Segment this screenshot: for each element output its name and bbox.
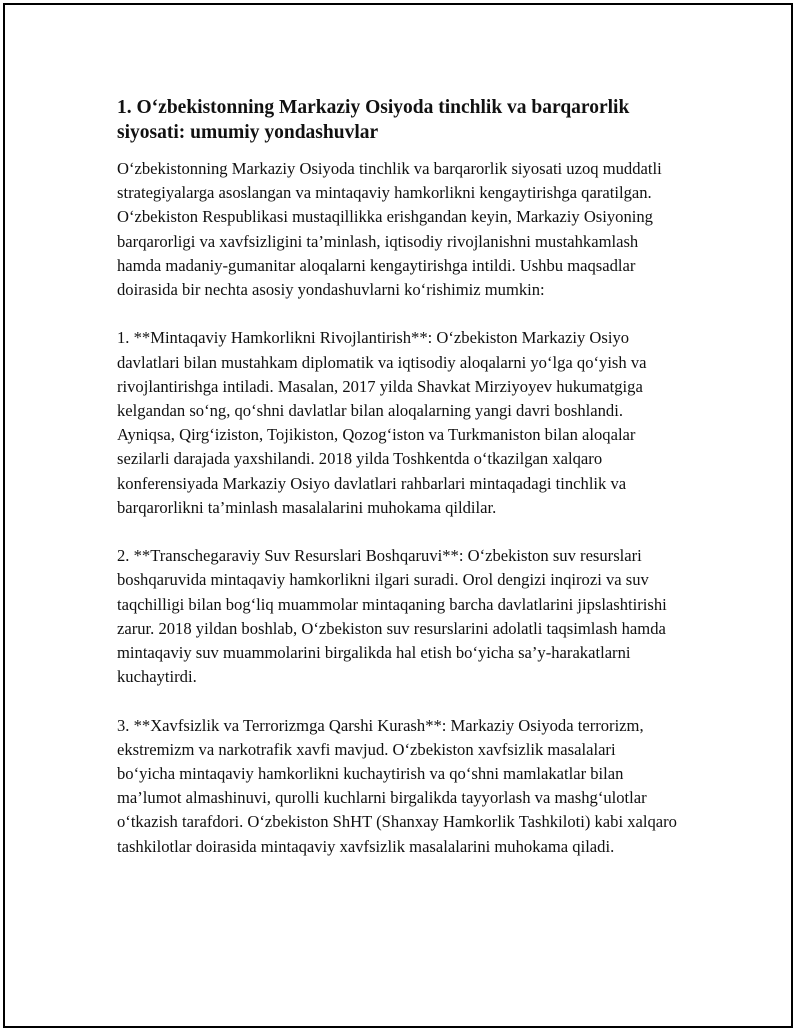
point-2-paragraph: 2. **Transchegaraviy Suv Resurslari Boshqaruvi**: O‘zbekiston suv resurslari boshqaruvida mintaqaviy hamkorlikni ilgari suradi. Orol dengizi inqirozi va suv taqchilligi bilan bog‘liq muammolar mintaqaning barcha davlatlarini jipslashtirishi zarur. 2018 yildan boshlab, O‘zbekiston suv resurslarini adolatli taqsimlash hamda mintaqaviy suv muammolarini birgalikda hal etish bo‘yicha sa’y-harakatlarni kuchaytirdi. [117,546,667,687]
point-1-paragraph: 1. **Mintaqaviy Hamkorlikni Rivojlantirish**: O‘zbekiston Markaziy Osiyo davlatlari bilan mustahkam diplomatik va iqtisodiy aloqalarni yo‘lga qo‘yish va rivojlantirishga intiladi. Masalan, 2017 yilda Shavkat Mirziyoyev hukumatgiga kelgandan so‘ng, qo‘shni davlatlar bilan aloqalarning yangi davri boshlandi. Ayniqsa, Qirg‘iziston, Tojikiston, Qozog‘iston va Turkmaniston bilan aloqalar sezilarli darajada yaxshilandi. 2018 yilda Toshkentda o‘tkazilgan xalqaro konferensiyada Markaziy Osiyo davlatlari rahbarlari mintaqadagi tinchlik va barqarorlikni ta’minlash masalalarini muhokama qildilar. [117,328,647,517]
section-heading: 1. O‘zbekistonning Markaziy Osiyoda tinchlik va barqarorlik siyosati: umumiy yondashuvlar [117,97,630,143]
point-3-paragraph: 3. **Xavfsizlik va Terrorizmga Qarshi Kurash**: Markaziy Osiyoda terrorizm, ekstremizm va narkotrafik xavfi mavjud. O‘zbekiston xavfsizlik masalalari bo‘yicha mintaqaviy hamkorlikni kuchaytirish va qo‘shni mamlakatlar bilan ma’lumot almashinuvi, qurolli kuchlarni birgalikda tayyorlash va mashg‘ulotlar o‘tkazish tarafdori. O‘zbekiston ShHT (Shanxay Hamkorlik Tashkiloti) kabi xalqaro tashkilotlar doirasida mintaqaviy xavfsizlik masalalarini muhokama qiladi. [117,715,677,856]
intro-paragraph: O‘zbekistonning Markaziy Osiyoda tinchlik va barqarorlik siyosati uzoq muddatli strategiyalarga asoslangan va mintaqaviy hamkorlikni kengaytirishga qaratilgan. O‘zbekiston Respublikasi mustaqillikka erishgandan keyin, Markaziy Osiyoning barqarorligi va xavfsizligini ta’minlash, iqtisodiy rivojlanishni mustahkamlash hamda madaniy-gumanitar aloqalarni kengaytirishga intildi. Ushbu maqsadlar doirasida bir nechta asosiy yondashuvlarni ko‘rishimiz mumkin: [117,159,662,300]
document-body [117,95,677,883]
